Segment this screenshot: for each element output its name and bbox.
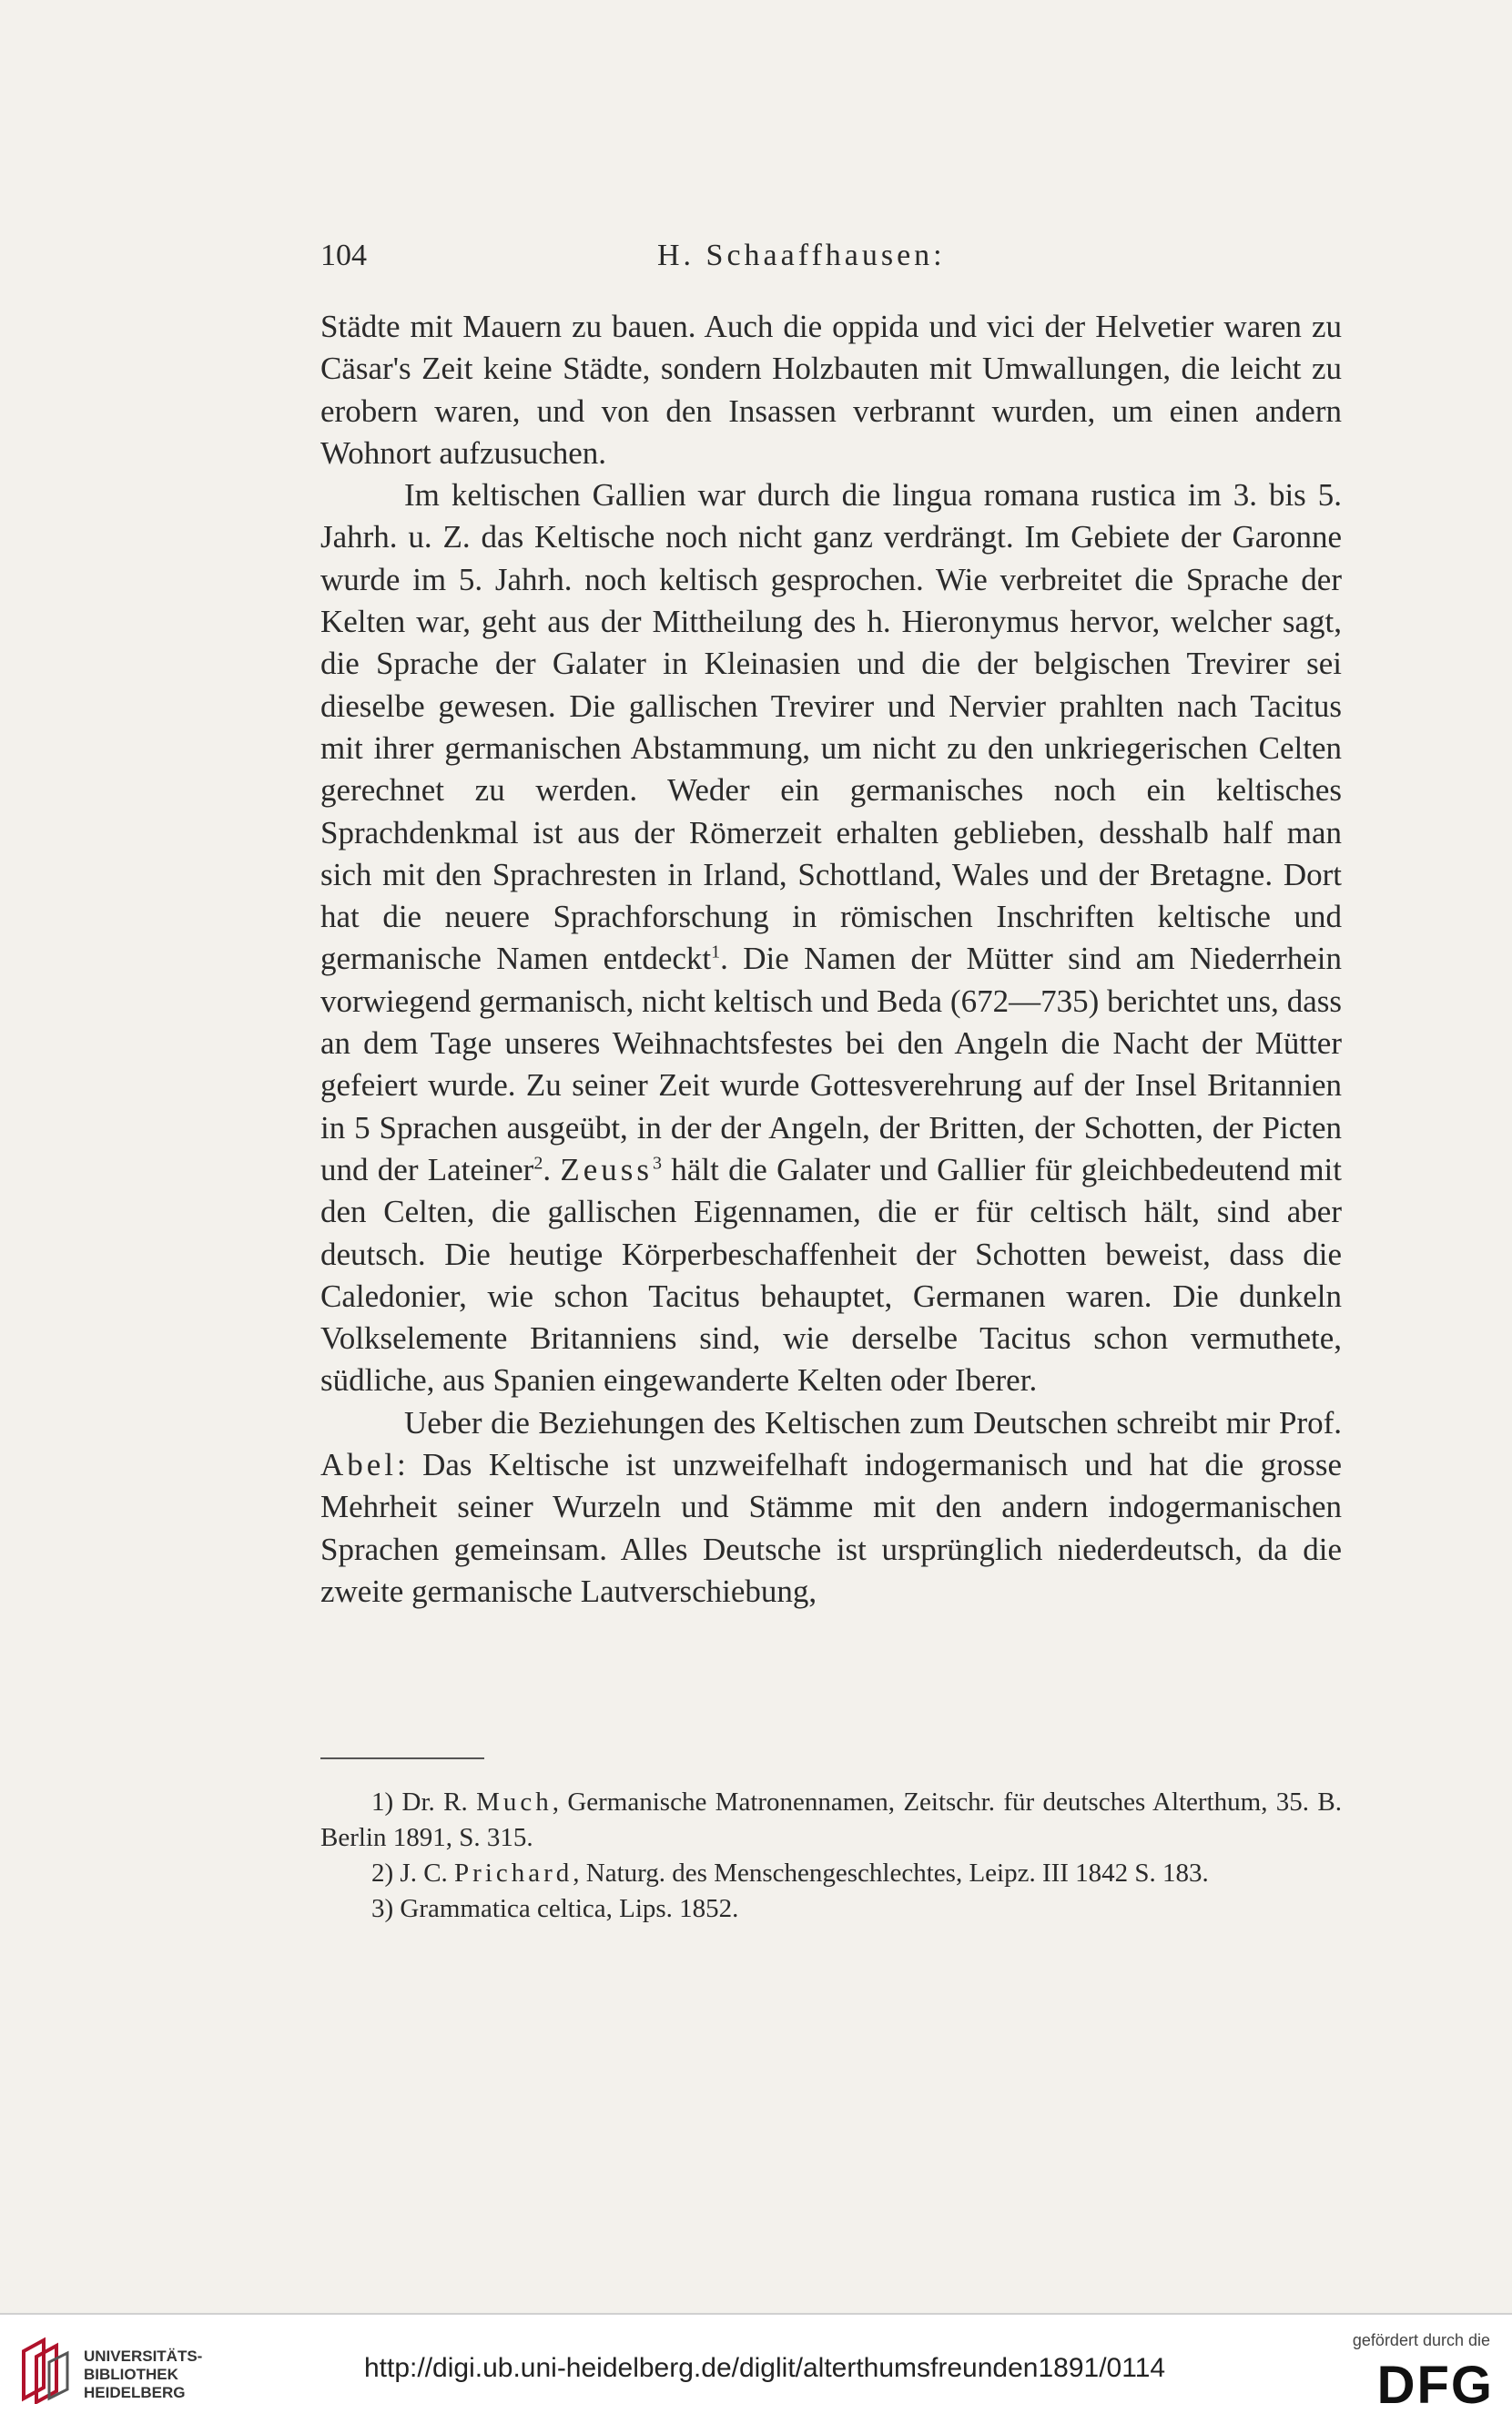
library-name-line-2: BIBLIOTHEK <box>84 2366 178 2383</box>
paragraph-2-text-a: Im keltischen Gallien war durch die lingua romana rustica im 3. bis 5. Jahrh. u. Z. das Keltische noch nicht ganz verdrängt. Im Gebiete der Garonne wurde im 5. Jahrh. noch keltisch gesprochen. Wie verbreitet die Sprache der Kelten war, geht aus der Mittheilung des h. Hieronymus hervor, welcher sagt, die Sprache der Galater in Kleinasien und die der belgischen Trevirer sei dieselbe gewesen. Die gallischen Trevirer und Nervier prahlten nach Tacitus mit ihrer germanischen Abstammung, um nicht zu den unkriegerischen Celten gerechnet zu werden. Weder ein germanisches noch ein keltisches Sprachdenkmal ist aus der Römerzeit erhalten geblieben, desshalb half man sich mit den Sprachresten in Irland, Schottland, Wales und der Bretagne. Dort hat die neuere Sprachforschung in römischen Inschriften keltische und germanische Namen entdeckt <box>320 477 1342 977</box>
library-name-line-3: HEIDELBERG <box>84 2384 186 2401</box>
paragraph-3-text-b: : Das Keltische ist unzweifelhaft indogermanisch und hat die grosse Mehrheit seiner Wurzeln und Stämme mit den andern indogermanischen Sprachen gemeinsam. Alles Deutsche ist ursprünglich niederdeutsch, da die zweite germanische Lautverschiebung, <box>320 1447 1342 1609</box>
footnote-divider <box>320 1757 484 1759</box>
footnote-1-author: Much <box>476 1787 553 1817</box>
footnote-3: 3) Grammatica celtica, Lips. 1852. <box>371 1894 739 1923</box>
permalink-url[interactable]: http://digi.ub.uni-heidelberg.de/diglit/alterthumsfreunden1891/0114 <box>364 2353 1166 2383</box>
paragraph-2-text-c: . <box>543 1151 561 1187</box>
digitization-footer <box>0 2313 1512 2424</box>
paragraph-3 <box>320 1402 1342 1613</box>
paragraph-3-text-a: Ueber die Beziehungen des Keltischen zum Deutschen schreibt mir Prof. <box>404 1404 1342 1441</box>
library-name-line-1: UNIVERSITÄTS- <box>84 2348 203 2365</box>
footnote-2-text-b: , Naturg. des Menschengeschlechtes, Leipz. III 1842 S. 183. <box>573 1859 1209 1888</box>
library-logo-icon <box>16 2335 73 2404</box>
footnote-1-text-b: , Germanische Matronennamen, Zeitschr. für deutsches Alterthum, 35. B. Berlin 1891, S. 315. <box>320 1787 1342 1852</box>
footnote-1 <box>320 1785 1342 1856</box>
running-title: H. Schaaffhausen: <box>657 239 946 272</box>
footnote-ref-3: 3 <box>653 1153 663 1174</box>
footnote-2 <box>320 1856 1342 1891</box>
paragraph-1: Städte mit Mauern zu bauen. Auch die oppida und vici der Helvetier waren zu Cäsar's Zeit keine Städte, sondern Holzbauten mit Umwallungen, die leicht zu erobern waren, und von den Insassen verbrannt wurden, um einen andern Wohnort aufzusuchen. <box>320 309 1342 471</box>
name-abel: Abel <box>320 1447 398 1483</box>
page-number: 104 <box>320 239 367 272</box>
footnotes <box>320 1785 1342 1927</box>
funder-caption: gefördert durch die <box>1352 2331 1490 2349</box>
name-zeuss: Zeuss <box>560 1151 654 1187</box>
main-text <box>320 306 1342 1613</box>
footnote-2-text-a: 2) J. C. <box>371 1859 455 1888</box>
footnote-ref-2: 2 <box>533 1153 543 1174</box>
footnote-2-author: Prichard <box>454 1859 573 1888</box>
dfg-logo: DFG <box>1376 2356 1494 2415</box>
library-name <box>84 2348 202 2402</box>
footnote-ref-1: 1 <box>711 942 721 962</box>
paragraph-2 <box>320 474 1342 1402</box>
paragraph-2-text-b: . Die Namen der Mütter sind am Niederrhein vorwiegend germanisch, nicht keltisch und Beda (672—735) berichtet uns, dass an dem Tage unseres Weihnachtsfestes bei den Angeln die Nacht der Mütter gefeiert wurde. Zu seiner Zeit wurde Gottesverehrung auf der Insel Britannien in 5 Sprachen ausgeübt, in der der Angeln, der Britten, der Schotten, der Picten und der Lateiner <box>320 941 1343 1187</box>
footnote-1-text-a: 1) Dr. R. <box>371 1787 477 1817</box>
paragraph-2-text-d: hält die Galater und Gallier für gleichbedeutend mit den Celten, die gallischen Eigennamen, die er für celtisch hält, sind aber deutsch. Die heutige Körperbeschaffenheit der Schotten beweist, dass die Caledonier, wie schon Tacitus behauptet, Germanen waren. Die dunkeln Volkselemente Britanniens sind, wie derselbe Tacitus schon vermuthete, südliche, aus Spanien eingewanderte Kelten oder Iberer. <box>320 1151 1342 1399</box>
running-header <box>320 239 1342 284</box>
